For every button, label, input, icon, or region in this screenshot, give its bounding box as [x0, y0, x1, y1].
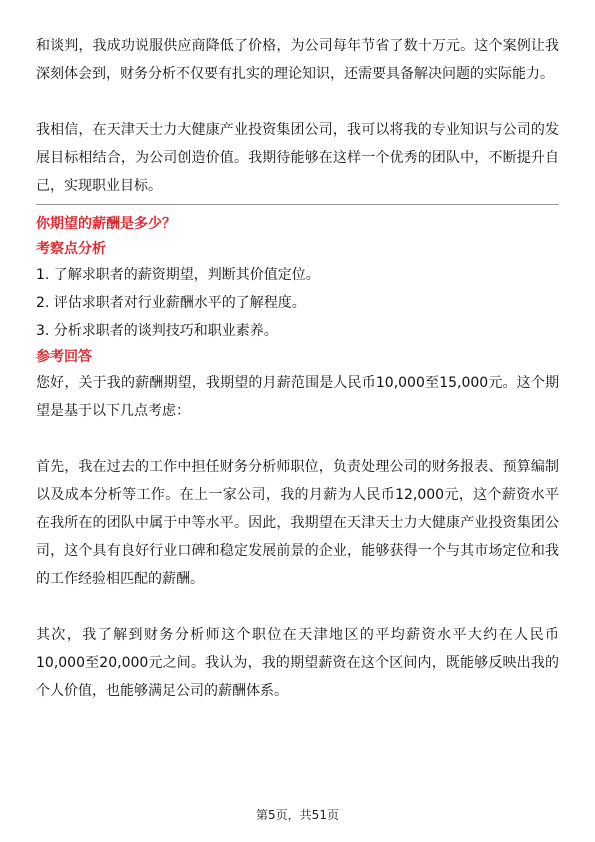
paragraph-gap: [36, 88, 559, 116]
intro-paragraph-1: 和谈判，我成功说服供应商降低了价格，为公司每年节省了数十万元。这个案例让我深刻体会到，财务分析不仅要有扎实的理论知识，还需要具备解决问题的实际能力。: [36, 38, 559, 82]
answer-paragraph-3: 其次，我了解到财务分析师这个职位在天津地区的平均薪资水平大约在人民币10,000至20,000元之间。我认为，我的期望薪资在这个区间内，既能够反映出我的个人价值，也能够满足公司的薪酬体系。: [36, 627, 559, 699]
page-number: 第5页，共51页: [256, 808, 339, 822]
intro-paragraph-2: 我相信，在天津天士力大健康产业投资集团公司，我可以将我的专业知识与公司的发展目标相结合，为公司创造价值。我期待能够在这样一个优秀的团队中，不断提升自己，实现职业目标。: [36, 122, 559, 194]
answer-heading: 参考回答: [36, 349, 92, 365]
analysis-list: [36, 261, 559, 345]
paragraph-gap: [36, 593, 559, 621]
list-item: 2. 评估求职者对行业薪酬水平的了解程度。: [36, 295, 306, 311]
analysis-heading: 考察点分析: [36, 241, 106, 257]
answer-paragraph-2: 首先，我在过去的工作中担任财务分析师职位，负责处理公司的财务报表、预算编制以及成本分析等工作。在上一家公司，我的月薪为人民币12,000元，这个薪资水平在我所在的团队中属于中等水平。因此，我期望在天津天士力大健康产业投资集团公司，这个具有良好行业口碑和稳定发展前景的企业，能够获得一个与其市场定位和我的工作经验相匹配的薪酬。: [36, 459, 559, 587]
question-title: 你期望的薪酬是多少？: [36, 216, 176, 232]
list-item: 1. 了解求职者的薪资期望，判断其价值定位。: [36, 267, 320, 283]
section-divider: [36, 204, 559, 205]
answer-paragraph-1: 您好，关于我的薪酬期望，我期望的月薪范围是人民币10,000至15,000元。这个期望是基于以下几点考虑：: [36, 375, 559, 419]
paragraph-gap: [36, 425, 559, 453]
list-item: 3. 分析求职者的谈判技巧和职业素养。: [36, 323, 278, 339]
